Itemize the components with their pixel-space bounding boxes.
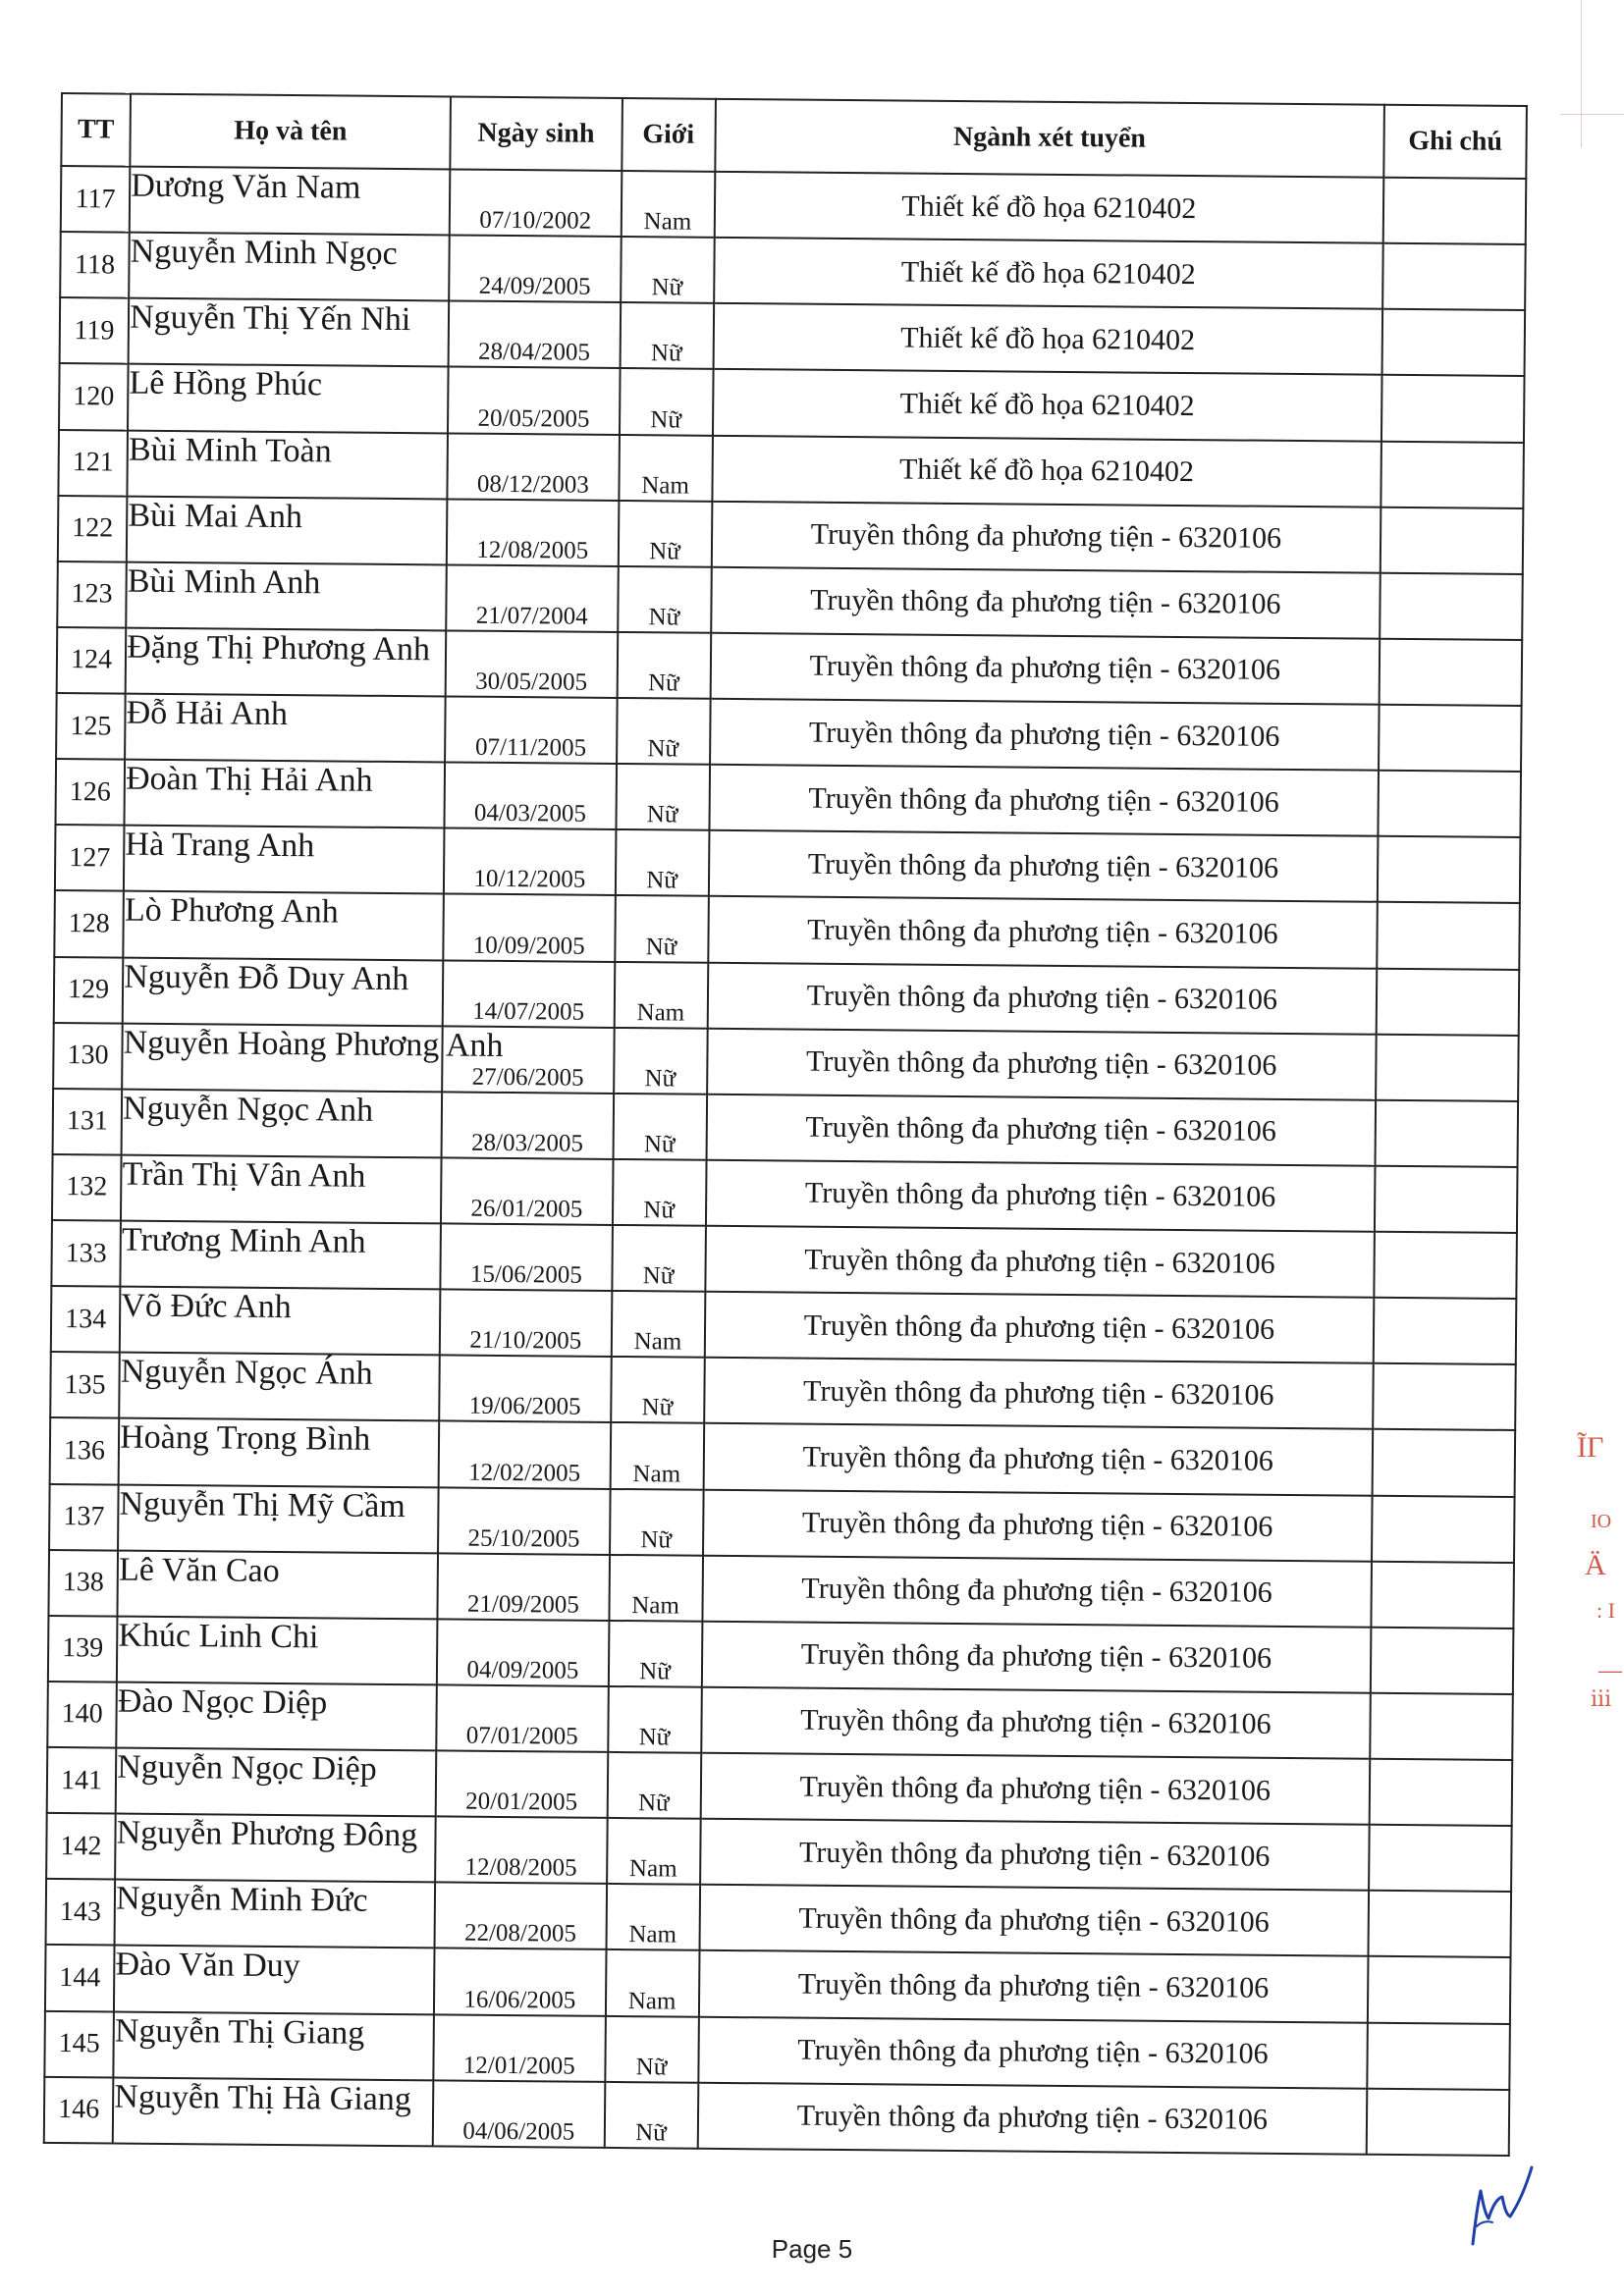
- cell-sex: Nữ: [620, 302, 714, 369]
- cell-sex: Nam: [610, 1422, 704, 1489]
- cell-major: Truyền thông đa phương tiện - 6320106: [701, 1687, 1371, 1759]
- cell-note: [1378, 771, 1521, 837]
- cell-dob: 21/07/2004: [446, 564, 618, 632]
- cell-tt: 117: [61, 166, 131, 233]
- cell-dob: 14/07/2005: [443, 960, 615, 1028]
- cell-sex: Nữ: [612, 1225, 706, 1292]
- cell-tt: 145: [44, 2010, 114, 2077]
- cell-dob: 10/09/2005: [443, 894, 615, 962]
- cell-dob: 15/06/2005: [441, 1223, 613, 1291]
- cell-sex: Nữ: [610, 1488, 704, 1555]
- cell-note: [1371, 1627, 1514, 1693]
- cell-dob: 04/06/2005: [433, 2080, 605, 2148]
- cell-dob: 28/03/2005: [442, 1092, 614, 1159]
- cell-tt: 139: [48, 1616, 118, 1682]
- cell-note: [1382, 309, 1526, 376]
- cell-name: Nguyễn Phương Đông: [115, 1814, 436, 1883]
- cell-major: Truyền thông đa phương tiện - 6320106: [699, 1885, 1369, 1956]
- cell-dob: 26/01/2005: [441, 1157, 613, 1225]
- cell-dob: 27/06/2005: [442, 1026, 614, 1094]
- cell-name: Nguyễn Ngọc Ánh: [119, 1353, 440, 1421]
- cell-note: [1380, 639, 1523, 706]
- cell-note: [1372, 1495, 1515, 1562]
- cell-name: Nguyễn Hoàng Phương Anh: [122, 1023, 443, 1092]
- cell-note: [1368, 1956, 1511, 2023]
- cell-sex: Nữ: [618, 501, 712, 567]
- cell-sex: Nam: [607, 1818, 701, 1885]
- cell-major: Thiết kế đồ họa 6210402: [713, 303, 1382, 375]
- cell-tt: 124: [57, 627, 127, 694]
- cell-note: [1380, 572, 1523, 639]
- cell-sex: Nam: [605, 1949, 699, 2016]
- cell-sex: Nam: [621, 171, 715, 238]
- cell-tt: 120: [59, 363, 129, 430]
- cell-dob: 12/01/2005: [434, 2014, 606, 2082]
- cell-name: Bùi Mai Anh: [127, 496, 448, 564]
- cell-major: Truyền thông đa phương tiện - 6320106: [705, 1226, 1375, 1298]
- cell-major: Truyền thông đa phương tiện - 6320106: [701, 1622, 1371, 1693]
- cell-tt: 122: [58, 496, 128, 562]
- cell-note: [1376, 1099, 1519, 1166]
- partial-red-seal-icon: ĨΓ IO Ä : I — ⅲ: [1577, 1431, 1622, 1711]
- cell-note: [1373, 1429, 1516, 1496]
- cell-dob: 20/01/2005: [436, 1750, 608, 1818]
- cell-tt: 143: [46, 1879, 116, 1946]
- cell-major: Truyền thông đa phương tiện - 6320106: [708, 896, 1378, 968]
- cell-name: Nguyễn Ngọc Anh: [122, 1089, 443, 1157]
- cell-tt: 144: [45, 1945, 115, 2011]
- cell-major: Truyền thông đa phương tiện - 6320106: [707, 962, 1377, 1034]
- cell-major: Truyền thông đa phương tiện - 6320106: [700, 1819, 1370, 1891]
- cell-tt: 134: [51, 1286, 121, 1353]
- cell-sex: Nữ: [615, 829, 709, 896]
- cell-name: Trương Minh Anh: [121, 1221, 442, 1290]
- cell-note: [1377, 902, 1520, 969]
- cell-note: [1370, 1759, 1513, 1826]
- cell-major: Thiết kế đồ họa 6210402: [714, 172, 1383, 243]
- cell-sex: Nam: [609, 1555, 703, 1622]
- cell-name: Nguyễn Thị Yến Nhi: [129, 298, 450, 367]
- cell-sex: Nữ: [613, 1094, 707, 1160]
- cell-major: Truyền thông đa phương tiện - 6320106: [708, 830, 1378, 902]
- cell-tt: 119: [60, 297, 130, 364]
- cell-dob: 16/06/2005: [434, 1949, 606, 2016]
- cell-major: Thiết kế đồ họa 6210402: [713, 369, 1382, 441]
- cell-dob: 21/10/2005: [440, 1290, 612, 1358]
- cell-major: Truyền thông đa phương tiện - 6320106: [702, 1555, 1372, 1627]
- cell-name: Đặng Thị Phương Anh: [126, 627, 447, 696]
- cell-name: Nguyễn Thị Hà Giang: [113, 2077, 434, 2146]
- cell-dob: 10/12/2005: [444, 828, 616, 896]
- cell-name: Trần Thị Vân Anh: [121, 1154, 442, 1223]
- cell-sex: Nữ: [617, 698, 711, 765]
- cell-name: Hà Trang Anh: [124, 826, 445, 894]
- cell-major: Truyền thông đa phương tiện - 6320106: [704, 1292, 1374, 1363]
- cell-name: Đỗ Hải Anh: [125, 694, 446, 763]
- cell-major: Truyền thông đa phương tiện - 6320106: [700, 1753, 1370, 1825]
- cell-tt: 136: [50, 1417, 120, 1484]
- cell-sex: Nam: [619, 434, 713, 501]
- cell-tt: 141: [47, 1747, 117, 1814]
- cell-note: [1380, 441, 1524, 507]
- cell-name: Khúc Linh Chi: [117, 1616, 438, 1684]
- cell-major: Truyền thông đa phương tiện - 6320106: [710, 699, 1380, 771]
- cell-dob: 25/10/2005: [438, 1487, 610, 1555]
- cell-name: Nguyễn Thị Mỹ Cầm: [118, 1484, 439, 1553]
- cell-note: [1381, 375, 1525, 442]
- cell-sex: Nữ: [619, 368, 713, 435]
- cell-sex: Nữ: [604, 2082, 698, 2149]
- cell-tt: 132: [52, 1154, 122, 1221]
- cell-name: Nguyễn Minh Ngọc: [129, 233, 450, 301]
- cell-note: [1378, 836, 1521, 903]
- cell-sex: Nam: [611, 1291, 705, 1358]
- cell-sex: Nam: [614, 961, 708, 1028]
- header-name: Họ và tên: [131, 94, 452, 170]
- cell-major: Thiết kế đồ họa 6210402: [712, 435, 1381, 507]
- cell-name: Đào Ngọc Diệp: [116, 1682, 437, 1750]
- cell-tt: 137: [49, 1483, 119, 1550]
- cell-sex: Nữ: [608, 1686, 702, 1753]
- header-major: Ngành xét tuyển: [715, 99, 1384, 178]
- cell-note: [1370, 1693, 1513, 1760]
- cell-name: Võ Đức Anh: [120, 1287, 441, 1356]
- cell-sex: Nam: [606, 1884, 700, 1950]
- cell-sex: Nữ: [612, 1159, 706, 1226]
- cell-note: [1374, 1298, 1517, 1364]
- header-tt: TT: [61, 93, 131, 167]
- cell-tt: 128: [54, 890, 124, 957]
- cell-tt: 127: [55, 825, 125, 891]
- cell-dob: 12/02/2005: [439, 1421, 611, 1489]
- cell-sex: Nữ: [608, 1621, 702, 1687]
- cell-dob: 22/08/2005: [435, 1883, 607, 1950]
- cell-sex: Nữ: [614, 1028, 708, 1095]
- crop-mark-horizontal: [1561, 114, 1624, 115]
- cell-tt: 131: [53, 1089, 123, 1155]
- cell-tt: 129: [54, 956, 124, 1023]
- cell-note: [1375, 1166, 1518, 1233]
- cell-dob: 07/10/2002: [450, 169, 622, 237]
- header-note: Ghi chú: [1383, 105, 1527, 179]
- cell-tt: 135: [50, 1352, 120, 1418]
- cell-dob: 04/03/2005: [445, 763, 617, 830]
- cell-major: Truyền thông đa phương tiện - 6320106: [703, 1489, 1373, 1561]
- cell-sex: Nữ: [618, 566, 712, 633]
- cell-sex: Nữ: [607, 1752, 701, 1819]
- cell-tt: 146: [44, 2077, 114, 2144]
- cell-note: [1382, 243, 1526, 310]
- cell-note: [1374, 1232, 1517, 1299]
- cell-note: [1367, 2022, 1510, 2089]
- cell-note: [1377, 968, 1520, 1035]
- cell-note: [1383, 178, 1527, 244]
- cell-major: Truyền thông đa phương tiện - 6320106: [704, 1358, 1374, 1429]
- cell-name: Lê Văn Cao: [118, 1550, 439, 1619]
- cell-dob: 19/06/2005: [439, 1356, 611, 1423]
- crop-mark-vertical: [1581, 0, 1582, 147]
- cell-major: Truyền thông đa phương tiện - 6320106: [703, 1423, 1373, 1495]
- cell-major: Truyền thông đa phương tiện - 6320106: [699, 1950, 1369, 2022]
- cell-dob: 21/09/2005: [438, 1553, 610, 1621]
- cell-dob: 28/04/2005: [449, 301, 621, 369]
- cell-name: Nguyễn Ngọc Diệp: [116, 1748, 437, 1817]
- cell-note: [1369, 1825, 1512, 1892]
- cell-name: Bùi Minh Anh: [126, 561, 447, 630]
- cell-major: Truyền thông đa phương tiện - 6320106: [711, 567, 1380, 639]
- cell-tt: 138: [48, 1550, 118, 1617]
- cell-tt: 140: [47, 1682, 117, 1748]
- cell-sex: Nữ: [621, 237, 715, 303]
- page-number: Page 5: [771, 2234, 853, 2264]
- cell-dob: 07/01/2005: [436, 1684, 608, 1752]
- cell-name: Đào Văn Duy: [114, 1946, 435, 2014]
- cell-dob: 24/09/2005: [449, 236, 621, 303]
- cell-tt: 121: [58, 429, 128, 496]
- cell-name: Lê Hồng Phúc: [128, 364, 449, 433]
- cell-name: Nguyễn Minh Đức: [115, 1880, 436, 1949]
- cell-sex: Nữ: [605, 2015, 699, 2082]
- admission-table: [43, 92, 1528, 2157]
- cell-tt: 126: [55, 759, 125, 826]
- table-body: [44, 166, 1527, 2156]
- cell-note: [1369, 1891, 1512, 1957]
- cell-major: Truyền thông đa phương tiện - 6320106: [709, 765, 1379, 836]
- table-header-row: [61, 93, 1527, 179]
- cell-tt: 142: [46, 1813, 116, 1880]
- cell-dob: 07/11/2005: [445, 696, 617, 764]
- cell-name: Hoàng Trọng Bình: [119, 1418, 440, 1487]
- cell-name: Dương Văn Nam: [130, 167, 451, 236]
- cell-note: [1379, 705, 1522, 772]
- cell-major: Truyền thông đa phương tiện - 6320106: [707, 1028, 1377, 1099]
- cell-note: [1380, 507, 1524, 573]
- cell-name: Bùi Minh Toàn: [128, 430, 449, 499]
- cell-note: [1371, 1561, 1514, 1628]
- cell-dob: 12/08/2005: [435, 1817, 607, 1885]
- cell-sex: Nữ: [611, 1357, 705, 1423]
- cell-sex: Nữ: [616, 764, 710, 830]
- cell-sex: Nữ: [617, 632, 711, 699]
- cell-note: [1373, 1363, 1516, 1430]
- cell-major: Truyền thông đa phương tiện - 6320106: [711, 501, 1380, 572]
- cell-tt: 130: [53, 1023, 123, 1090]
- cell-major: Truyền thông đa phương tiện - 6320106: [706, 1095, 1376, 1166]
- table-row: [44, 2077, 1510, 2156]
- cell-note: [1376, 1034, 1519, 1100]
- cell-dob: 08/12/2003: [448, 433, 620, 501]
- cell-major: Truyền thông đa phương tiện - 6320106: [698, 2016, 1368, 2088]
- cell-tt: 118: [60, 232, 130, 298]
- cell-name: Nguyễn Đỗ Duy Anh: [123, 957, 444, 1026]
- cell-name: Nguyễn Thị Giang: [114, 2011, 435, 2080]
- cell-major: Truyền thông đa phương tiện - 6320106: [706, 1160, 1376, 1232]
- cell-major: Truyền thông đa phương tiện - 6320106: [710, 633, 1380, 705]
- cell-tt: 123: [57, 561, 127, 628]
- cell-major: Thiết kế đồ họa 6210402: [714, 238, 1383, 309]
- cell-dob: 12/08/2005: [447, 499, 619, 566]
- cell-name: Lò Phương Anh: [123, 891, 444, 960]
- header-sex: Giới: [622, 98, 716, 172]
- cell-tt: 133: [51, 1220, 121, 1287]
- document-page: [43, 92, 1528, 2157]
- cell-name: Đoàn Thị Hải Anh: [125, 760, 446, 828]
- cell-tt: 125: [56, 693, 126, 760]
- cell-dob: 04/09/2005: [437, 1619, 609, 1686]
- cell-sex: Nữ: [615, 895, 709, 962]
- header-dob: Ngày sinh: [451, 96, 623, 171]
- cell-dob: 20/05/2005: [448, 367, 620, 435]
- cell-note: [1367, 2088, 1510, 2156]
- cell-dob: 30/05/2005: [446, 630, 618, 698]
- cell-major: Truyền thông đa phương tiện - 6320106: [697, 2082, 1367, 2154]
